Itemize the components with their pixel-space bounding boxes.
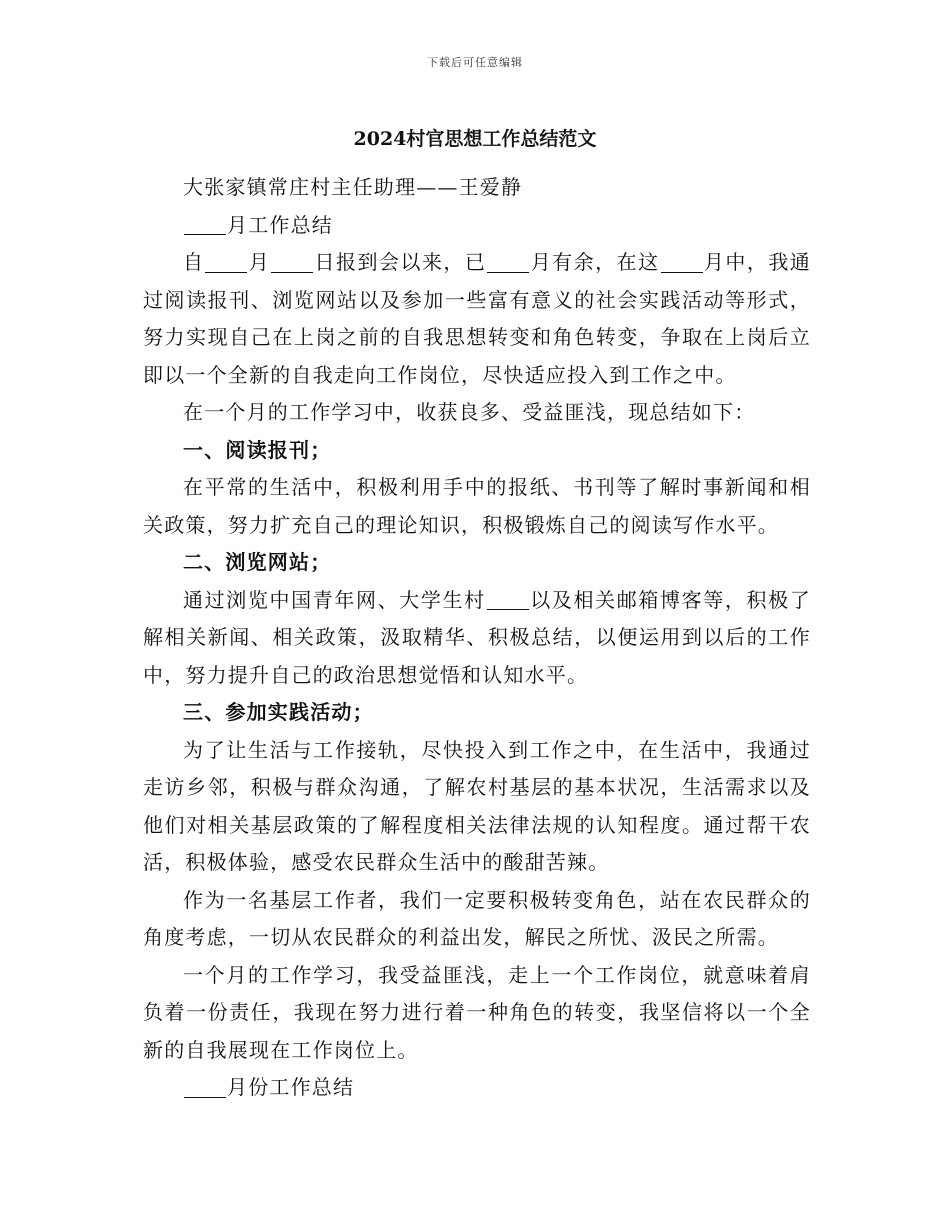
fill-blank: [205, 252, 247, 273]
document-body: [143, 169, 811, 1107]
section-text-reading: 在平常的生活中，积极利用手中的报纸、书刊等了解时事新闻和相关政策，努力扩充自己的理论知识，积极锻炼自己的阅读写作水平。: [143, 475, 811, 537]
document-title: 2024村官思想工作总结范文: [353, 128, 597, 150]
fill-blank: [184, 214, 226, 235]
section-heading-browsing: 二、浏览网站；: [183, 550, 332, 574]
section-heading-reading: 一、阅读报刊；: [183, 437, 332, 462]
month-summary-heading-2: 月份工作总结: [143, 1069, 811, 1107]
role-paragraph: 作为一名基层工作者，我们一定要积极转变角色，站在农民群众的角度考虑，一切从农民群众的利益出发，解民之所忧、汲民之所需。: [143, 887, 811, 949]
section-heading-practice: 三、参加实践活动；: [183, 700, 374, 724]
fill-blank: [487, 252, 529, 273]
fill-blank: [271, 252, 313, 273]
summary-intro: 在一个月的工作学习中，收获良多、受益匪浅，现总结如下：: [183, 400, 756, 424]
fill-blank: [661, 252, 703, 273]
fill-blank: [184, 1077, 226, 1098]
month-summary-heading: 月工作总结: [143, 207, 811, 245]
section-text-browsing: 通过浏览中国青年网、大学生村 以及相关邮箱博客等，积极了解相关新闻、相关政策，汲取精华、积极总结，以便运用到以后的工作中，努力提升自己的政治思想觉悟和认知水平。: [143, 587, 811, 687]
intro-paragraph: 自 月 日报到会以来，已 月有余，在这 月中，我通过阅读报刊、浏览网站以及参加一些富有意义的社会实践活动等形式，努力实现自己在上岗之前的自我思想转变和角色转变，争取在上岗后立即以一个全新的自我走向工作岗位，尽快适应投入到工作之中。: [143, 250, 812, 387]
fill-blank: [487, 589, 529, 610]
author-line: 大张家镇常庄村主任助理——王爱静: [183, 175, 523, 199]
header-note: 下载后可任意编辑: [427, 56, 523, 69]
conclusion-paragraph: 一个月的工作学习，我受益匪浅，走上一个工作岗位，就意味着肩负着一份责任，我现在努力进行着一种角色的转变，我坚信将以一个全新的自我展现在工作岗位上。: [143, 962, 811, 1062]
section-text-practice: 为了让生活与工作接轨，尽快投入到工作之中，在生活中，我通过走访乡邻，积极与群众沟通，了解农村基层的基本状况，生活需求以及他们对相关基层政策的了解程度相关法律法规的认知程度。通过帮干农活，积极体验，感受农民群众生活中的酸甜苦辣。: [143, 737, 811, 874]
